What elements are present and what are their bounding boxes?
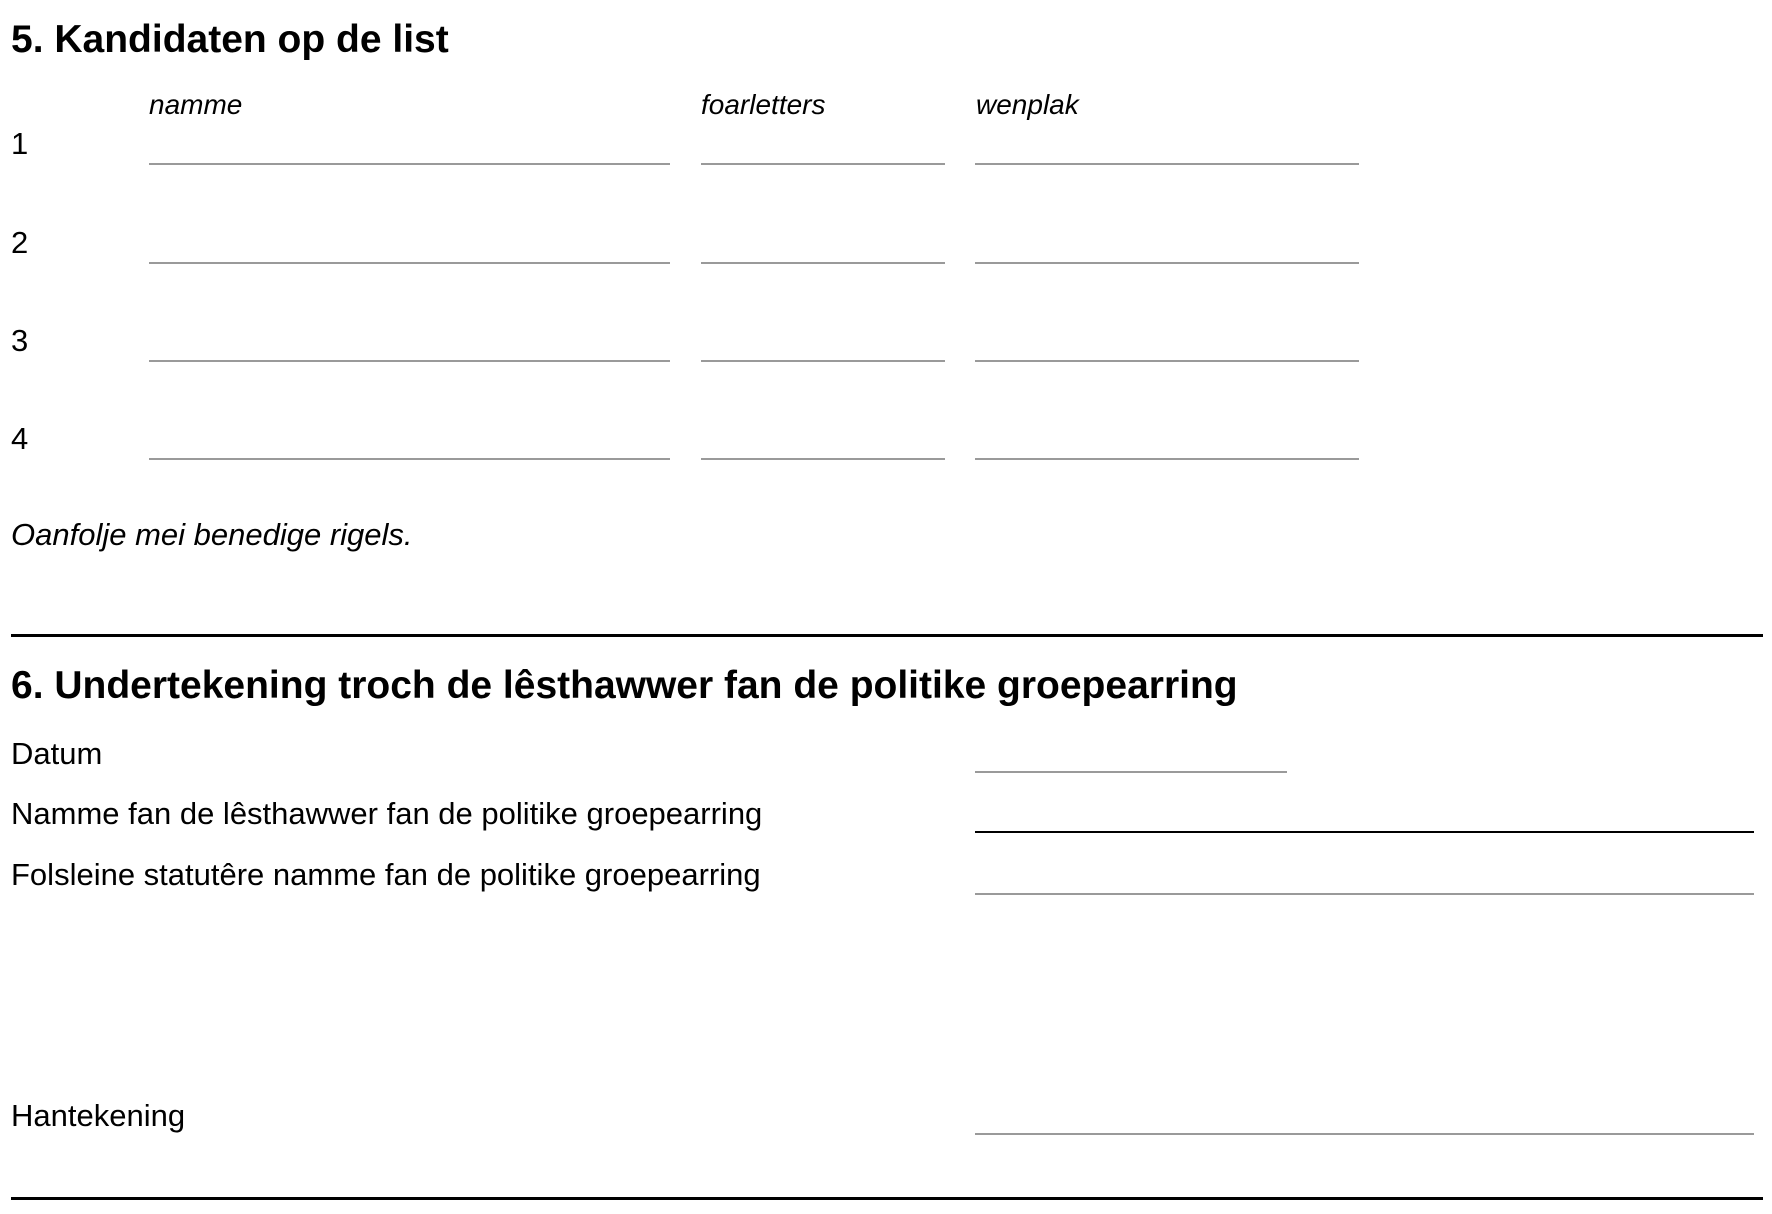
full-name-label: Folsleine statutêre namme fan de politike groepearring — [11, 857, 761, 892]
fill-note: Oanfolje mei benedige rigels. — [11, 517, 413, 552]
initials-field[interactable] — [701, 163, 945, 165]
residence-field[interactable] — [975, 262, 1359, 264]
name-field[interactable] — [149, 163, 670, 165]
name-field[interactable] — [149, 262, 670, 264]
date-label: Datum — [11, 736, 103, 771]
signature-label: Hantekening — [11, 1098, 186, 1133]
name-field[interactable] — [149, 360, 670, 362]
initials-field[interactable] — [701, 458, 945, 460]
initials-field[interactable] — [701, 262, 945, 264]
agent-name-label: Namme fan de lêsthawwer fan de politike groepearring — [11, 796, 763, 831]
row-number: 4 — [11, 421, 29, 456]
section-divider — [11, 634, 1763, 637]
section-5-title: 5. Kandidaten op de list — [11, 18, 449, 61]
row-number: 1 — [11, 126, 29, 161]
section-6-title: 6. Undertekening troch de lêsthawwer fan de politike groepearring — [11, 664, 1238, 707]
residence-field[interactable] — [975, 360, 1359, 362]
column-header-foarletters: foarletters — [701, 89, 826, 120]
column-header-namme: namme — [149, 89, 243, 120]
signature-field[interactable] — [975, 1133, 1754, 1135]
full-name-field[interactable] — [975, 893, 1754, 895]
row-number: 2 — [11, 225, 29, 260]
residence-field[interactable] — [975, 458, 1359, 460]
residence-field[interactable] — [975, 163, 1359, 165]
name-field[interactable] — [149, 458, 670, 460]
date-field[interactable] — [975, 771, 1287, 773]
column-header-wenplak: wenplak — [976, 89, 1079, 120]
initials-field[interactable] — [701, 360, 945, 362]
row-number: 3 — [11, 323, 29, 358]
bottom-divider — [11, 1197, 1763, 1200]
agent-name-field[interactable] — [975, 831, 1754, 833]
